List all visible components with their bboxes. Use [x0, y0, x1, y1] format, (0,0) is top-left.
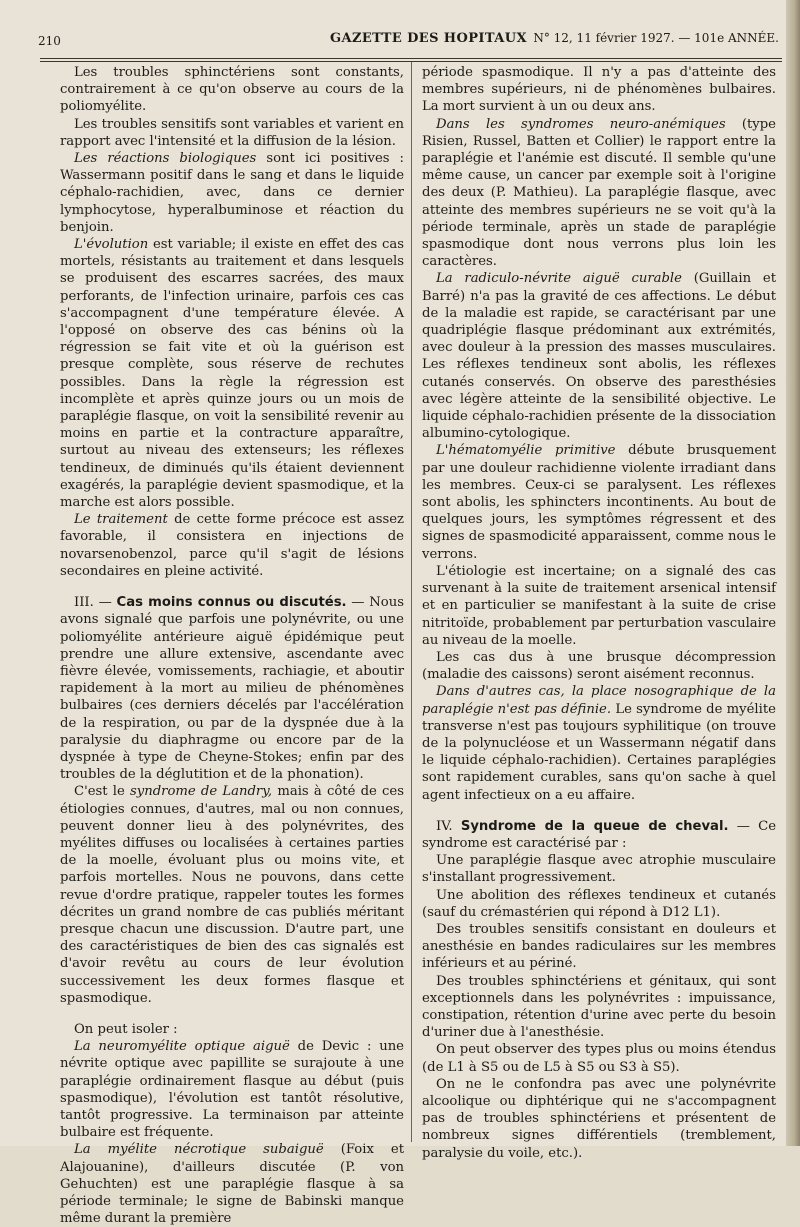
section-number: III. — — [74, 595, 117, 611]
paragraph — [60, 783, 404, 1007]
paragraph-text: mais à côté de ces étiologies connues, d'autres, mal ou non connues, peuvent donner lieu à des polynévrites, des myélites diffuses ou localisées à certaines parties de la moelle, évoluant plus ou moins vite, et parfois mortelles. Nous ne pouvons, dans cette revue d'ordre pratique, rappeler toutes les formes décrites un grand nombre de cas publiés méritant presque chacun une discussion. D'autre part, une des caractéristiques de bien des cas signalés est d'avoir revêtu au cours de leur évolution successivement les deux formes flasque et spasmodique. — [60, 784, 404, 1006]
paragraph: On peut isoler : — [74, 1021, 178, 1037]
paragraph: Des troubles sensitifs consistant en douleurs et anesthésie en bandes radiculaires sur les membres inférieurs et au périné. — [422, 921, 776, 972]
paragraph-text: — Ce syndrome est caractérisé par : — [422, 818, 776, 851]
paragraph: On ne le confondra pas avec une polynévrite alcoolique ou diphtérique qui ne s'accompagnent pas de troubles sphinctériens et présentent de nombreux signes différentiels (tremblement, paralysie du voile, etc.). — [422, 1076, 776, 1161]
paragraph: Les cas dus à une brusque décompression (maladie des caissons) seront aisément reconnus. — [422, 649, 776, 683]
paragraph: L'étiologie est incertaine; on a signalé des cas survenant à la suite de traitement arsenical intensif et en particulier se manifestant à la suite de crise nitritoïde, probablement par perturbation vasculaire au niveau de la moelle. — [422, 563, 776, 648]
italic-term: La radiculo-névrite aiguë curable — [436, 271, 682, 287]
paragraph-text: de Devic : une névrite optique avec papillite se surajoute à une paraplégie ordinairement flasque au début (puis spasmodique), l'évolution est tantôt résolutive, tantôt progressive. La terminaison par atteinte bulbaire est fréquente. — [60, 1039, 404, 1141]
paragraph-text: est variable; il existe en effet des cas mortels, résistants au traitement et dans lesquels se produisent des escarres sacrées, des maux perforants, de l'infection urinaire, parfois ces cas s'accompagnent d'une température élevée. A l'opposé on observe des cas bénins où la régression se fait vite et où la guérison est presque complète, sous réserve de rechutes possibles. Dans la règle la régression est incomplète et après quinze jours ou un mois de paraplégie flasque, on voit la sensibilité revenir au moins en partie et la contracture apparaître, surtout au niveau des extenseurs; les réflexes tendineux, de diminués qu'ils étaient deviennent exagérés, la paraplégie devient spasmodique, et la marche est alors possible. — [60, 237, 404, 511]
italic-term: La neuromyélite optique aiguë — [74, 1039, 290, 1055]
italic-term: La myélite nécrotique subaiguë — [74, 1142, 324, 1158]
paragraph-text: Le syndrome de myélite transverse n'est pas toujours syphilitique (on trouve de la polynucléose et un Wassermann négatif dans le liquide céphalo-rachidien). Certaines paraplégies sont rapidement curables, sans qu'on sache à quel agent infectieux on a eu affaire. — [422, 701, 776, 803]
paragraph — [60, 150, 404, 236]
page-edge — [786, 0, 800, 1146]
paragraph-text: sont ici positives : Wassermann positif dans le sang et dans le liquide céphalo-rachidien, avec, dans ce dernier lymphocytose, hyperalbuminose et réaction du benjoin. — [60, 151, 404, 235]
paragraph — [422, 116, 776, 271]
paragraph: période spasmodique. Il n'y a pas d'atteinte des membres supérieurs, ni de phénomènes bulbaires. La mort survient à un ou deux ans. — [422, 65, 776, 115]
paragraph-text: — Nous avons signalé que parfois une polynévrite, ou une poliomyélite antérieure aiguë épidémique peut prendre une allure extensive, ascendante avec fièvre élevée, vomissements, rachiagie, et aboutir rapidement à la mort au milieu de phénomènes bulbaires (ces derniers décelés par l'accélération de la respiration, ou par de la dyspnée due à la paralysie du diaphragme ou encore par de la dyspnée à type de Cheyne-Stokes; enfin par des troubles de la déglutition et de la phonation). — [60, 595, 404, 783]
paragraph-text: (type Risien, Russel, Batten et Collier) le rapport entre la paraplégie et l'anémie est discuté. Il semble qu'une même cause, un cancer par exemple soit à l'origine des deux (P. Mathieu). La paraplégie flasque, avec atteinte des membres supérieurs ne se voit qu'à la période terminale, après un stade de paraplégie spasmodique dont nous verrons plus loin les caractères. — [422, 116, 776, 270]
italic-term: syndrome de Landry, — [130, 784, 273, 800]
paragraph — [60, 1038, 404, 1141]
paragraph — [60, 236, 404, 511]
paragraph — [422, 683, 776, 803]
italic-term: Dans d'autres cas, la place nosographique de la paraplégie n'est pas définie. — [422, 684, 776, 717]
italic-term: Les réactions biologiques — [74, 151, 257, 167]
paragraph: Une abolition des réflexes tendineux et cutanés (sauf du crémastérien qui répond à D12 L1). — [422, 887, 776, 920]
paragraph: Les troubles sphinctériens sont constants, contrairement à ce qu'on observe au cours de la poliomyélite. — [60, 65, 404, 115]
paragraph — [422, 442, 776, 562]
paragraph: Des troubles sphinctériens et génitaux, qui sont exceptionnels dans les polynévrites : impuissance, constipation, rétention d'urine avec perte du besoin d'uriner due à l'anesthésie. — [422, 973, 776, 1041]
section-heading: Syndrome de la queue de cheval. — [460, 818, 729, 834]
italic-term: L'évolution — [74, 237, 149, 253]
paragraph — [60, 1141, 404, 1227]
italic-term: Dans les syndromes neuro-anémiques — [436, 116, 726, 132]
paragraph-text: de cette forme précoce est assez favorable, il consistera en injections de novarsenobenzol, parce qu'il s'agit de lésions secondaires en pleine activité. — [60, 512, 404, 579]
column-divider — [411, 62, 412, 1142]
page-number: 210 — [38, 34, 61, 48]
issue-info: N° 12, 11 février 1927. — 101e ANNÉE. — [533, 31, 779, 45]
section-paragraph — [422, 818, 776, 852]
page-header — [30, 28, 785, 54]
italic-term: L'hématomyélie primitive — [436, 443, 616, 459]
paragraph: Une paraplégie flasque avec atrophie musculaire s'installant progressivement. — [422, 853, 776, 886]
italic-term: Le traitement — [74, 512, 168, 528]
paragraph-text: (Foix et Alajouanine), d'ailleurs discutée (P. von Gehuchten) est une paraplégie flasque à sa période terminale; le signe de Babinski manque même durant la première — [60, 1142, 404, 1227]
left-column — [60, 64, 404, 1227]
section-heading: Cas moins connus ou discutés. — [116, 595, 347, 611]
paragraph-text: (Guillain et Barré) n'a pas la gravité de ces affections. Le début de la maladie est rapide, se caractérisant par une quadriplégie flasque prédominant aux extrémités, avec douleur à la pression des masses musculaires. Les réflexes tendineux sont abolis, les réflexes cutanés conservés. On observe des paresthésies avec légère atteinte de la sensibilité objective. Le liquide céphalo-rachidien présente de la dissociation albumino-cytologique. — [422, 271, 776, 442]
paragraph — [422, 270, 776, 442]
section-number: IV. — [436, 818, 461, 834]
paragraph-text: débute brusquement par une douleur rachidienne violente irradiant dans les membres. Ceux-ci se paralysent. Les réflexes sont abolis, les sphincters incontinents. Au bout de quelques jours, les symptômes régressent et des signes de spasmodicité apparaissent, comme nous le verrons. — [422, 443, 776, 562]
paragraph-text: C'est le — [74, 784, 131, 800]
header-rule-top — [40, 58, 782, 59]
section-paragraph — [60, 594, 404, 783]
journal-title: GAZETTE DES HOPITAUX — [330, 31, 527, 46]
right-column — [422, 64, 776, 1162]
paragraph: Les troubles sensitifs sont variables et varient en rapport avec l'intensité et la diffusion de la lésion. — [60, 116, 404, 149]
paragraph — [60, 511, 404, 580]
paragraph: On peut observer des types plus ou moins étendus (de L1 à S5 ou de L5 à S5 ou S3 à S5). — [422, 1042, 776, 1075]
